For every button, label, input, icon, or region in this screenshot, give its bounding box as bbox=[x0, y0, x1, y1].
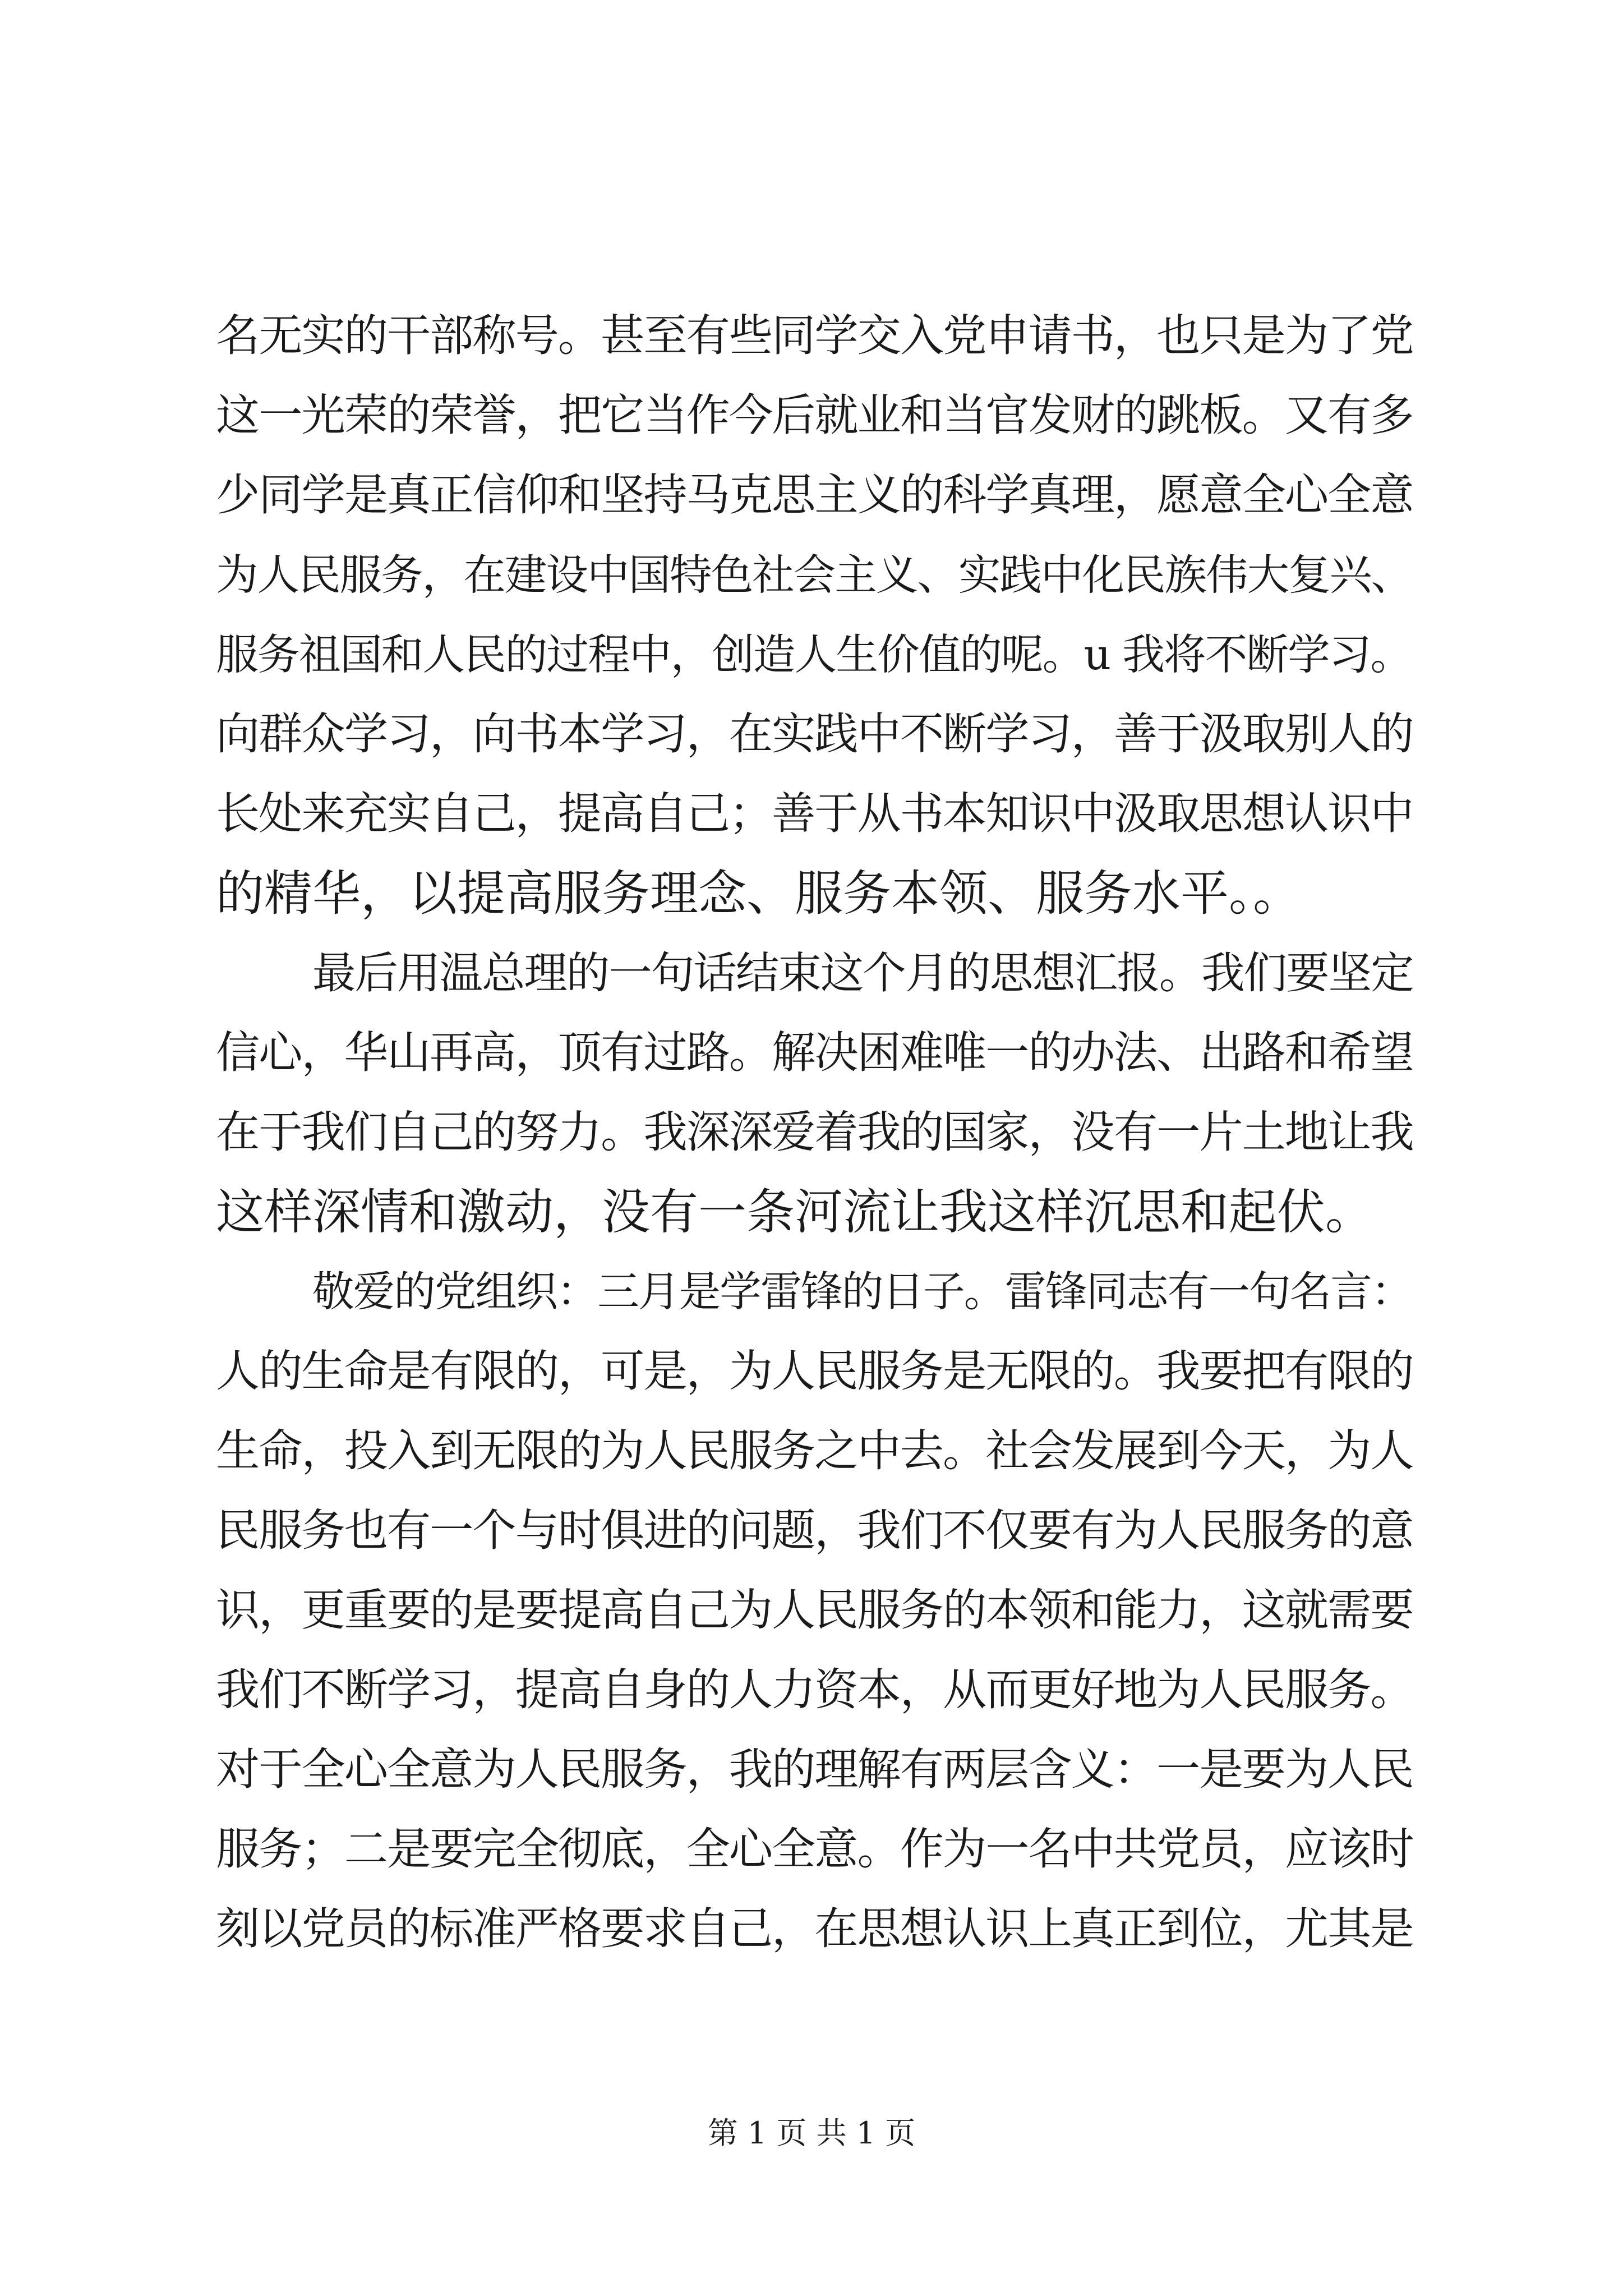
text-line: 信心，华山再高，顶有过路。解决困难唯一的办法、出路和希望 bbox=[216, 1027, 1413, 1078]
text-line: 的精华，以提高服务理念、服务本领、服务水平。。 bbox=[216, 866, 1301, 922]
text-line: 服务祖国和人民的过程中，创造人生价值的呢。u 我将不断学习。 bbox=[216, 630, 1412, 679]
paragraph-first-line: 敬爱的党组织：三月是学雷锋的日子。雷锋同志有一句名言： bbox=[312, 1267, 1412, 1316]
text-line: 对于全心全意为人民服务，我的理解有两层含义：一是要为人民 bbox=[216, 1744, 1413, 1795]
text-line: 服务；二是要完全彻底，全心全意。作为一名中共党员，应该时 bbox=[216, 1824, 1413, 1875]
text-line: 识，更重要的是要提高自己为人民服务的本领和能力，这就需要 bbox=[216, 1585, 1413, 1636]
page-number-footer: 第 1 页 共 1 页 bbox=[707, 2115, 916, 2151]
text-line: 这样深情和激动，没有一条河流让我这样沉思和起伏。 bbox=[216, 1184, 1373, 1240]
text-line: 为人民服务，在建设中国特色社会主义、实践中化民族伟大复兴、 bbox=[216, 550, 1412, 600]
text-line: 人的生命是有限的，可是，为人民服务是无限的。我要把有限的 bbox=[216, 1346, 1413, 1397]
text-line: 刻以党员的标准严格要求自己，在思想认识上真正到位，尤其是 bbox=[216, 1903, 1413, 1954]
text-line: 民服务也有一个与时俱进的问题，我们不仅要有为人民服务的意 bbox=[216, 1505, 1413, 1556]
body-text bbox=[216, 296, 1416, 1969]
text-line: 名无实的干部称号。甚至有些同学交入党申请书，也只是为了党 bbox=[216, 310, 1413, 361]
text-line: 长处来充实自己，提高自己；善于从书本知识中汲取思想认识中 bbox=[216, 788, 1413, 839]
text-line: 少同学是真正信仰和坚持马克思主义的科学真理，愿意全心全意 bbox=[216, 470, 1413, 521]
text-line: 在于我们自己的努力。我深深爱着我的国家，没有一片土地让我 bbox=[216, 1107, 1413, 1158]
text-line: 向群众学习，向书本学习，在实践中不断学习，善于汲取别人的 bbox=[216, 708, 1413, 760]
text-line: 这一光荣的荣誉，把它当作今后就业和当官发财的跳板。又有多 bbox=[216, 390, 1413, 441]
paragraph-first-line: 最后用温总理的一句话结束这个月的思想汇报。我们要坚定 bbox=[312, 948, 1413, 999]
text-line: 我们不断学习，提高自身的人力资本，从而更好地为人民服务。 bbox=[216, 1664, 1413, 1715]
text-line: 生命，投入到无限的为人民服务之中去。社会发展到今天，为人 bbox=[216, 1425, 1413, 1476]
